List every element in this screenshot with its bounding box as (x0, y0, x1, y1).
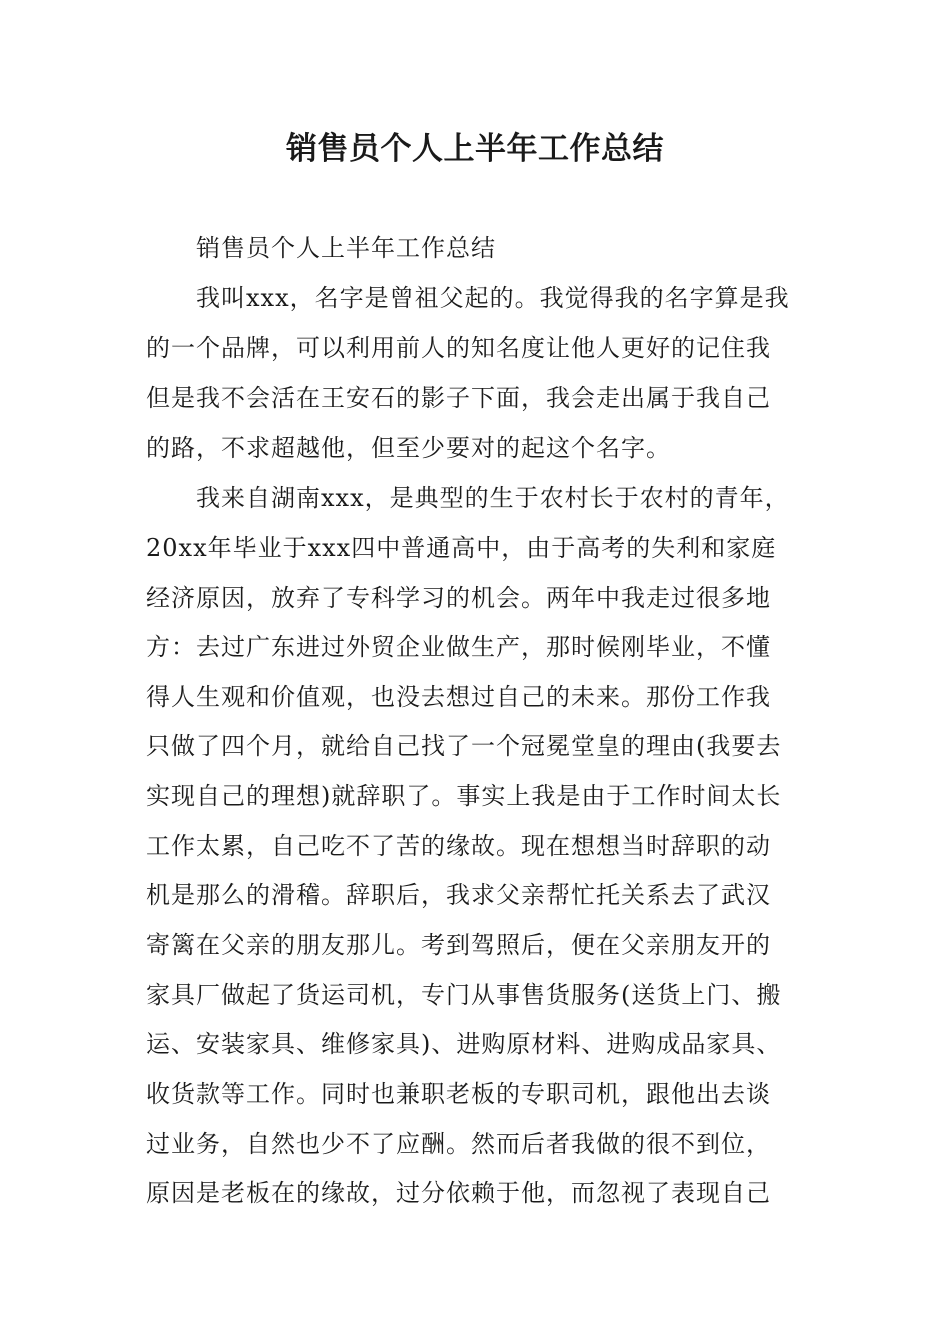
body-line: 方：去过广东进过外贸企业做生产，那时候刚毕业，不懂 (146, 633, 771, 661)
body-line: 销售员个人上半年工作总结 (196, 234, 496, 262)
body-line: 原因是老板在的缘故，过分依赖于他，而忽视了表现自己 (146, 1179, 771, 1207)
body-line: 的一个品牌，可以利用前人的知名度让他人更好的记住我 (146, 334, 771, 362)
body-line: 家具厂做起了货运司机，专门从事售货服务(送货上门、搬 (146, 981, 782, 1009)
body-line: 但是我不会活在王安石的影子下面，我会走出属于我自己 (146, 384, 771, 412)
body-line: 20xx年毕业于xxx四中普通高中，由于高考的失利和家庭 (146, 534, 777, 562)
body-line: 得人生观和价值观，也没去想过自己的未来。那份工作我 (146, 683, 771, 711)
body-line: 工作太累，自己吃不了苦的缘故。现在想想当时辞职的动 (146, 832, 771, 860)
body-line: 的路，不求超越他，但至少要对的起这个名字。 (146, 434, 671, 462)
body-line: 过业务，自然也少不了应酬。然而后者我做的很不到位， (146, 1130, 771, 1158)
body-line: 我叫xxx，名字是曾祖父起的。我觉得我的名字算是我 (196, 284, 790, 312)
body-line: 寄篱在父亲的朋友那儿。考到驾照后，便在父亲朋友开的 (146, 931, 771, 959)
body-line: 只做了四个月，就给自己找了一个冠冕堂皇的理由(我要去 (146, 732, 782, 760)
body-line: 实现自己的理想)就辞职了。事实上我是由于工作时间太长 (146, 782, 782, 810)
body-line: 收货款等工作。同时也兼职老板的专职司机，跟他出去谈 (146, 1080, 771, 1108)
body-line: 机是那么的滑稽。辞职后，我求父亲帮忙托关系去了武汉 (146, 881, 771, 909)
body-line: 我来自湖南xxx，是典型的生于农村长于农村的青年， (196, 484, 790, 512)
document-title: 销售员个人上半年工作总结 (286, 131, 664, 167)
body-line: 运、安装家具、维修家具)、进购原材料、进购成品家具、 (146, 1030, 782, 1058)
body-line: 经济原因，放弃了专科学习的机会。两年中我走过很多地 (146, 584, 771, 612)
